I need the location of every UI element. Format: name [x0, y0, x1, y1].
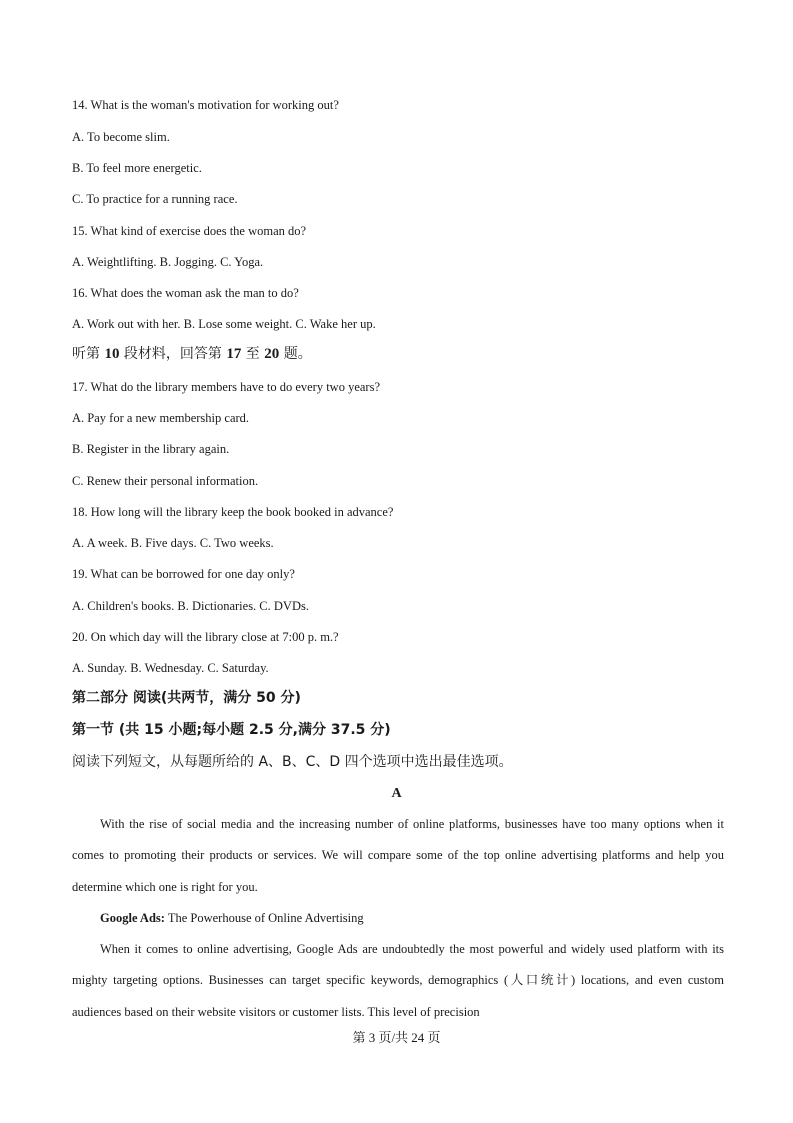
question-18: 18. How long will the library keep the book booked in advance?: [72, 505, 394, 519]
section-10-instruction: 听第 10 段材料，回答第 17 至 20 题。: [72, 346, 312, 362]
passage-paragraph-2: When it comes to online advertising, Google Ads are undoubtedly the most powerful and widely used platform with its mighty targeting options. Businesses can target specific keywords, demographics (人口统计) locations, and even custom audiences based on their website visitors or customer lists. This level of precision: [72, 942, 724, 1019]
page-footer: 第 3 页/共 24 页: [352, 1030, 441, 1045]
q14-option-c: C. To practice for a running race.: [72, 192, 238, 206]
google-ads-title: Google Ads: The Powerhouse of Online Advertising: [100, 911, 364, 925]
question-17: 17. What do the library members have to do every two years?: [72, 380, 381, 394]
q17-option-a: A. Pay for a new membership card.: [72, 411, 250, 425]
question-16: 16. What does the woman ask the man to do?: [72, 286, 299, 300]
q17-option-c: C. Renew their personal information.: [72, 474, 259, 488]
question-15: 15. What kind of exercise does the woman do?: [72, 224, 307, 238]
q18-options: A. A week. B. Five days. C. Two weeks.: [72, 536, 274, 550]
question-14: 14. What is the woman's motivation for working out?: [72, 98, 339, 112]
passage-paragraph-1: With the rise of social media and the increasing number of online platforms, businesses have too many options when it comes to promoting their products or services. We will compare some of the top online advertising platforms and help you determine which one is right for you.: [72, 817, 724, 894]
reading-instruction: 阅读下列短文，从每题所给的 A、B、C、D 四个选项中选出最佳选项。: [72, 754, 513, 770]
part2-heading: 第二部分 阅读(共两节，满分 50 分): [72, 690, 301, 706]
section1-heading: 第一节 (共 15 小题;每小题 2.5 分,满分 37.5 分): [72, 722, 391, 738]
q14-option-a: A. To become slim.: [72, 130, 170, 144]
q19-options: A. Children's books. B. Dictionaries. C. DVDs.: [72, 599, 309, 613]
question-20: 20. On which day will the library close at 7:00 p. m.?: [72, 630, 339, 644]
q16-options: A. Work out with her. B. Lose some weight. C. Wake her up.: [72, 317, 376, 331]
question-19: 19. What can be borrowed for one day only?: [72, 567, 295, 581]
q17-option-b: B. Register in the library again.: [72, 442, 230, 456]
passage-label: A: [391, 786, 402, 801]
q14-option-b: B. To feel more energetic.: [72, 161, 202, 175]
q20-options: A. Sunday. B. Wednesday. C. Saturday.: [72, 661, 269, 675]
q15-options: A. Weightlifting. B. Jogging. C. Yoga.: [72, 255, 264, 269]
